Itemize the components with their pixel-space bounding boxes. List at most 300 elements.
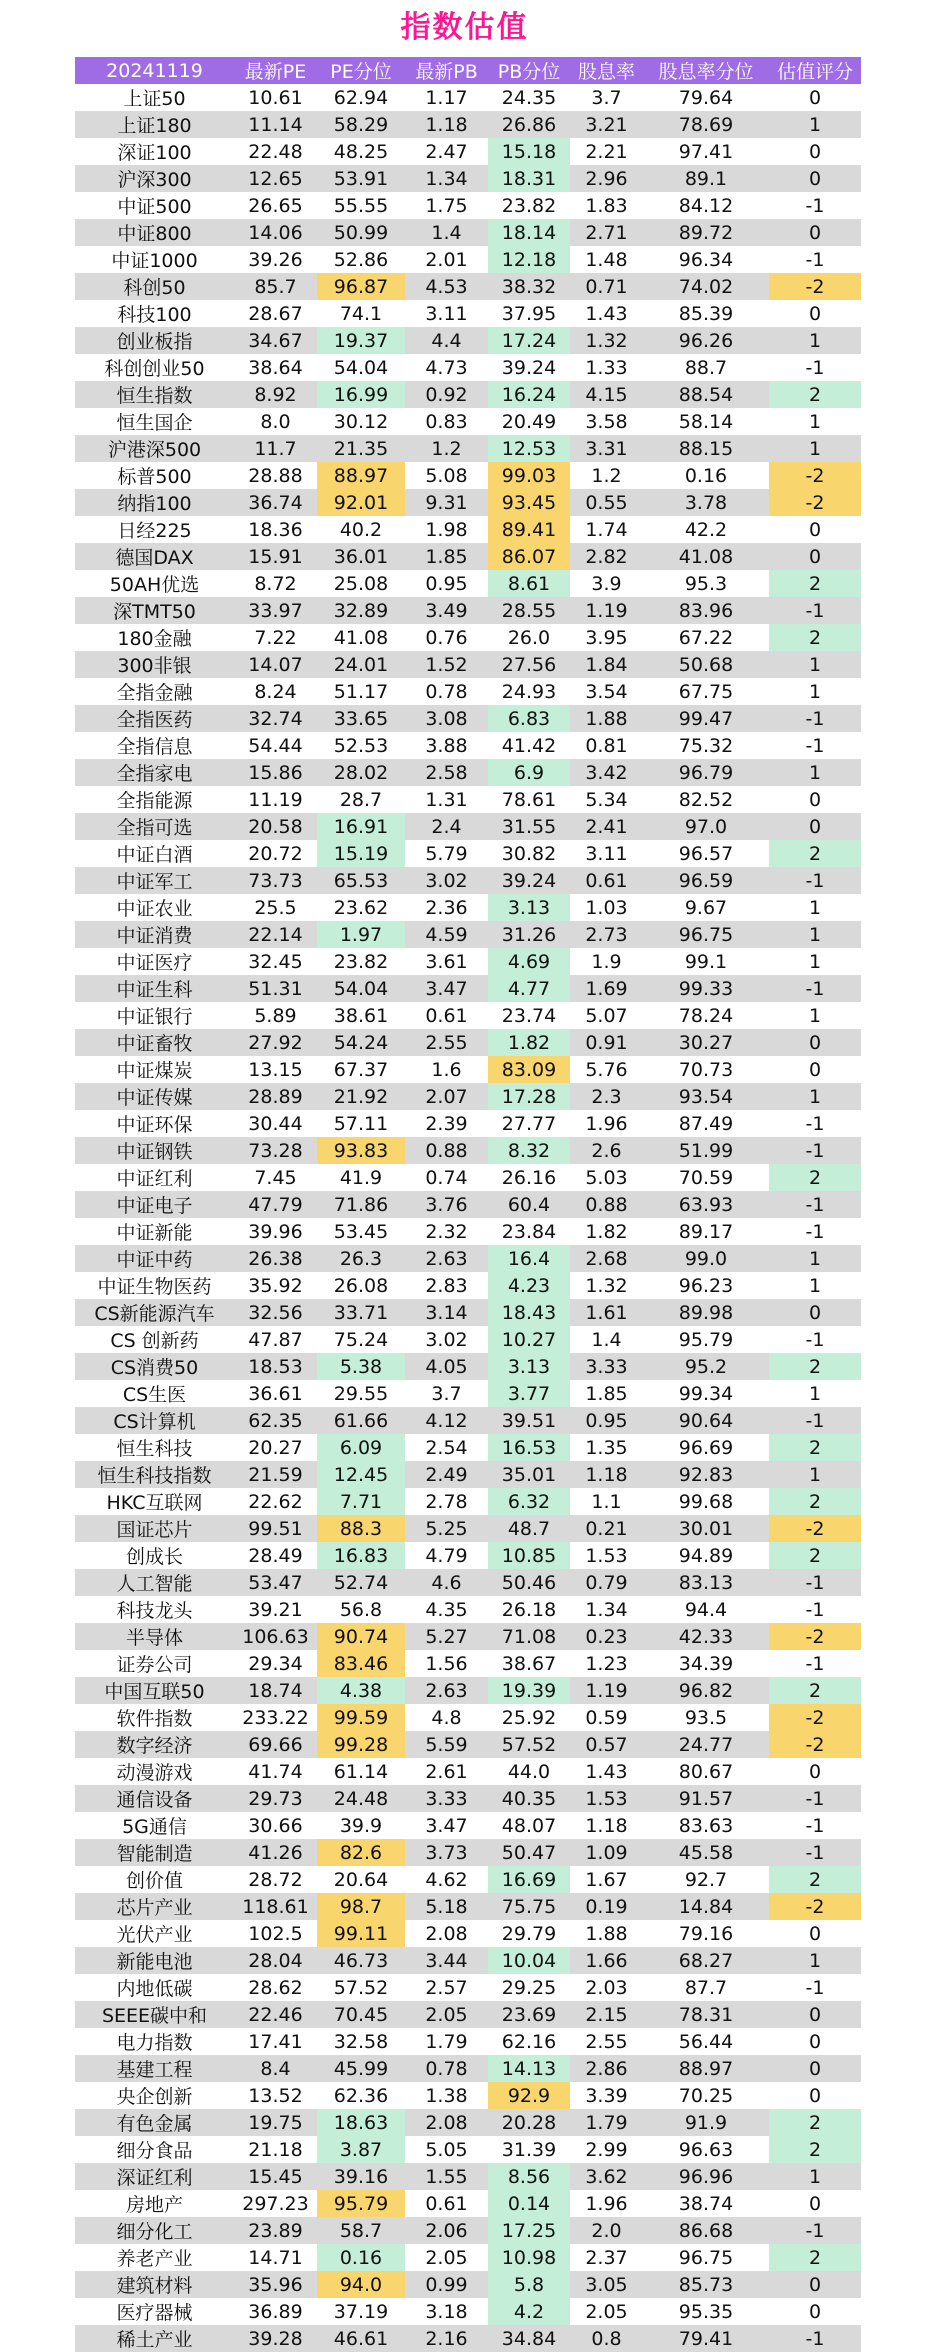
table-row (75, 2298, 861, 2325)
valuation-score-cell: -1 (769, 732, 861, 759)
table-row (75, 1488, 861, 1515)
index-name-cell: 中证生科 (75, 975, 234, 1002)
index-name-cell: 科技龙头 (75, 1596, 234, 1623)
pb-percentile-cell: 27.56 (488, 651, 570, 678)
dividend-yield-cell: 1.96 (570, 1110, 643, 1137)
latest-pe-cell: 15.86 (234, 759, 317, 786)
dividend-percentile-cell: 38.74 (643, 2190, 769, 2217)
pe-percentile-cell: 92.01 (317, 489, 405, 516)
pb-percentile-cell: 23.84 (488, 1218, 570, 1245)
latest-pb-cell: 2.05 (405, 2001, 488, 2028)
latest-pe-cell: 25.5 (234, 894, 317, 921)
latest-pb-cell: 1.55 (405, 2163, 488, 2190)
table-row (75, 1785, 861, 1812)
dividend-yield-cell: 0.91 (570, 1029, 643, 1056)
latest-pb-cell: 0.61 (405, 1002, 488, 1029)
valuation-score-cell: -1 (769, 246, 861, 273)
pe-percentile-cell: 48.25 (317, 138, 405, 165)
dividend-yield-cell: 1.19 (570, 1677, 643, 1704)
index-name-cell: 科技100 (75, 300, 234, 327)
pb-percentile-cell: 15.18 (488, 138, 570, 165)
table-row (75, 2001, 861, 2028)
pe-percentile-cell: 12.45 (317, 1461, 405, 1488)
dividend-percentile-cell: 91.9 (643, 2109, 769, 2136)
dividend-percentile-cell: 96.26 (643, 327, 769, 354)
latest-pe-cell: 21.59 (234, 1461, 317, 1488)
valuation-score-cell: 1 (769, 2163, 861, 2190)
latest-pb-cell: 3.18 (405, 2298, 488, 2325)
valuation-score-cell: -2 (769, 1893, 861, 1920)
index-name-cell: 软件指数 (75, 1704, 234, 1731)
latest-pe-cell: 8.92 (234, 381, 317, 408)
latest-pe-cell: 11.14 (234, 111, 317, 138)
dividend-percentile-cell: 97.41 (643, 138, 769, 165)
table-row (75, 1164, 861, 1191)
index-name-cell: 恒生国企 (75, 408, 234, 435)
valuation-score-cell: 0 (769, 1920, 861, 1947)
table-row (75, 84, 861, 111)
valuation-score-cell: 1 (769, 651, 861, 678)
dividend-yield-cell: 0.81 (570, 732, 643, 759)
table-row (75, 273, 861, 300)
index-name-cell: 中证煤炭 (75, 1056, 234, 1083)
latest-pe-cell: 297.23 (234, 2190, 317, 2217)
header-pe-percentile: PE分位 (317, 57, 405, 84)
dividend-yield-cell: 3.05 (570, 2271, 643, 2298)
valuation-score-cell: -1 (769, 2217, 861, 2244)
pb-percentile-cell: 39.24 (488, 867, 570, 894)
latest-pe-cell: 26.38 (234, 1245, 317, 1272)
latest-pe-cell: 32.74 (234, 705, 317, 732)
dividend-yield-cell: 0.55 (570, 489, 643, 516)
pe-percentile-cell: 21.35 (317, 435, 405, 462)
table-row (75, 489, 861, 516)
table-row (75, 1299, 861, 1326)
pe-percentile-cell: 53.45 (317, 1218, 405, 1245)
pe-percentile-cell: 56.8 (317, 1596, 405, 1623)
table-row (75, 2244, 861, 2271)
header-pb-percentile: PB分位 (488, 57, 570, 84)
index-name-cell: CS消费50 (75, 1353, 234, 1380)
dividend-percentile-cell: 30.27 (643, 1029, 769, 1056)
table-row (75, 138, 861, 165)
latest-pe-cell: 39.28 (234, 2325, 317, 2352)
table-row (75, 2136, 861, 2163)
dividend-percentile-cell: 94.4 (643, 1596, 769, 1623)
header-dividend-yield: 股息率 (570, 57, 643, 84)
latest-pe-cell: 8.24 (234, 678, 317, 705)
latest-pe-cell: 28.67 (234, 300, 317, 327)
pb-percentile-cell: 86.07 (488, 543, 570, 570)
pe-percentile-cell: 58.7 (317, 2217, 405, 2244)
pe-percentile-cell: 53.91 (317, 165, 405, 192)
pb-percentile-cell: 30.82 (488, 840, 570, 867)
pe-percentile-cell: 40.2 (317, 516, 405, 543)
valuation-score-cell: -1 (769, 867, 861, 894)
latest-pe-cell: 39.26 (234, 246, 317, 273)
table-row (75, 948, 861, 975)
latest-pe-cell: 22.62 (234, 1488, 317, 1515)
pe-percentile-cell: 7.71 (317, 1488, 405, 1515)
pb-percentile-cell: 78.61 (488, 786, 570, 813)
latest-pe-cell: 8.72 (234, 570, 317, 597)
latest-pb-cell: 1.79 (405, 2028, 488, 2055)
latest-pb-cell: 1.56 (405, 1650, 488, 1677)
dividend-yield-cell: 1.35 (570, 1434, 643, 1461)
index-name-cell: CS生医 (75, 1380, 234, 1407)
valuation-score-cell: 2 (769, 2244, 861, 2271)
index-name-cell: 国证芯片 (75, 1515, 234, 1542)
pb-percentile-cell: 39.24 (488, 354, 570, 381)
latest-pb-cell: 3.08 (405, 705, 488, 732)
pb-percentile-cell: 12.53 (488, 435, 570, 462)
latest-pe-cell: 73.28 (234, 1137, 317, 1164)
dividend-yield-cell: 2.96 (570, 165, 643, 192)
dividend-percentile-cell: 70.73 (643, 1056, 769, 1083)
header-latest-pe: 最新PE (234, 57, 317, 84)
index-name-cell: 医疗器械 (75, 2298, 234, 2325)
latest-pe-cell: 29.34 (234, 1650, 317, 1677)
dividend-percentile-cell: 96.23 (643, 1272, 769, 1299)
latest-pb-cell: 3.14 (405, 1299, 488, 1326)
pe-percentile-cell: 24.48 (317, 1785, 405, 1812)
latest-pb-cell: 4.62 (405, 1866, 488, 1893)
latest-pe-cell: 15.91 (234, 543, 317, 570)
index-name-cell: 300非银 (75, 651, 234, 678)
index-name-cell: 动漫游戏 (75, 1758, 234, 1785)
dividend-percentile-cell: 85.73 (643, 2271, 769, 2298)
dividend-percentile-cell: 78.69 (643, 111, 769, 138)
table-row (75, 435, 861, 462)
dividend-yield-cell: 2.55 (570, 2028, 643, 2055)
index-name-cell: 中证钢铁 (75, 1137, 234, 1164)
pb-percentile-cell: 6.83 (488, 705, 570, 732)
latest-pb-cell: 5.25 (405, 1515, 488, 1542)
valuation-score-cell: 0 (769, 1029, 861, 1056)
dividend-percentile-cell: 95.2 (643, 1353, 769, 1380)
latest-pb-cell: 1.17 (405, 84, 488, 111)
pb-percentile-cell: 26.0 (488, 624, 570, 651)
index-name-cell: 全指可选 (75, 813, 234, 840)
latest-pb-cell: 0.99 (405, 2271, 488, 2298)
latest-pb-cell: 2.06 (405, 2217, 488, 2244)
table-row (75, 2028, 861, 2055)
index-name-cell: 中证银行 (75, 1002, 234, 1029)
table-row (75, 786, 861, 813)
dividend-percentile-cell: 94.89 (643, 1542, 769, 1569)
dividend-yield-cell: 0.59 (570, 1704, 643, 1731)
valuation-score-cell: -2 (769, 1704, 861, 1731)
latest-pe-cell: 17.41 (234, 2028, 317, 2055)
dividend-percentile-cell: 3.78 (643, 489, 769, 516)
dividend-percentile-cell: 97.0 (643, 813, 769, 840)
latest-pb-cell: 4.8 (405, 1704, 488, 1731)
dividend-yield-cell: 1.79 (570, 2109, 643, 2136)
latest-pe-cell: 8.0 (234, 408, 317, 435)
table-row (75, 1083, 861, 1110)
dividend-yield-cell: 1.34 (570, 1596, 643, 1623)
latest-pb-cell: 3.49 (405, 597, 488, 624)
pe-percentile-cell: 71.86 (317, 1191, 405, 1218)
table-row (75, 624, 861, 651)
table-row (75, 2055, 861, 2082)
index-name-cell: 中证生物医药 (75, 1272, 234, 1299)
pb-percentile-cell: 31.55 (488, 813, 570, 840)
dividend-yield-cell: 0.19 (570, 1893, 643, 1920)
pe-percentile-cell: 50.99 (317, 219, 405, 246)
index-name-cell: 房地产 (75, 2190, 234, 2217)
index-name-cell: 上证180 (75, 111, 234, 138)
latest-pe-cell: 99.51 (234, 1515, 317, 1542)
index-name-cell: 深TMT50 (75, 597, 234, 624)
latest-pb-cell: 2.05 (405, 2244, 488, 2271)
valuation-score-cell: 1 (769, 1947, 861, 1974)
latest-pb-cell: 4.53 (405, 273, 488, 300)
dividend-percentile-cell: 89.1 (643, 165, 769, 192)
pe-percentile-cell: 26.3 (317, 1245, 405, 1272)
latest-pb-cell: 0.78 (405, 678, 488, 705)
latest-pe-cell: 41.26 (234, 1839, 317, 1866)
pe-percentile-cell: 21.92 (317, 1083, 405, 1110)
pb-percentile-cell: 16.53 (488, 1434, 570, 1461)
pe-percentile-cell: 58.29 (317, 111, 405, 138)
latest-pb-cell: 2.36 (405, 894, 488, 921)
table-row (75, 2109, 861, 2136)
table-row (75, 975, 861, 1002)
valuation-score-cell: -1 (769, 975, 861, 1002)
dividend-yield-cell: 0.95 (570, 1407, 643, 1434)
valuation-score-cell: -2 (769, 462, 861, 489)
index-name-cell: 全指金融 (75, 678, 234, 705)
pe-percentile-cell: 82.6 (317, 1839, 405, 1866)
dividend-yield-cell: 2.3 (570, 1083, 643, 1110)
latest-pe-cell: 28.72 (234, 1866, 317, 1893)
pb-percentile-cell: 4.23 (488, 1272, 570, 1299)
dividend-percentile-cell: 99.0 (643, 1245, 769, 1272)
pb-percentile-cell: 50.47 (488, 1839, 570, 1866)
pe-percentile-cell: 38.61 (317, 1002, 405, 1029)
table-row (75, 1758, 861, 1785)
dividend-yield-cell: 2.71 (570, 219, 643, 246)
index-name-cell: 恒生科技 (75, 1434, 234, 1461)
table-row (75, 1974, 861, 2001)
table-row (75, 1677, 861, 1704)
table-row (75, 1461, 861, 1488)
latest-pe-cell: 20.27 (234, 1434, 317, 1461)
pb-percentile-cell: 10.98 (488, 2244, 570, 2271)
index-name-cell: 通信设备 (75, 1785, 234, 1812)
valuation-score-cell: -1 (769, 1785, 861, 1812)
latest-pb-cell: 2.61 (405, 1758, 488, 1785)
pb-percentile-cell: 5.8 (488, 2271, 570, 2298)
table-row (75, 867, 861, 894)
valuation-score-cell: 1 (769, 1380, 861, 1407)
table-row (75, 2217, 861, 2244)
index-name-cell: 沪深300 (75, 165, 234, 192)
valuation-score-cell: -1 (769, 1407, 861, 1434)
pe-percentile-cell: 54.04 (317, 354, 405, 381)
index-name-cell: 光伏产业 (75, 1920, 234, 1947)
pe-percentile-cell: 36.01 (317, 543, 405, 570)
pb-percentile-cell: 23.74 (488, 1002, 570, 1029)
dividend-yield-cell: 1.43 (570, 300, 643, 327)
dividend-percentile-cell: 99.47 (643, 705, 769, 732)
dividend-percentile-cell: 85.39 (643, 300, 769, 327)
dividend-percentile-cell: 42.33 (643, 1623, 769, 1650)
valuation-score-cell: 1 (769, 1461, 861, 1488)
dividend-percentile-cell: 67.75 (643, 678, 769, 705)
dividend-percentile-cell: 89.98 (643, 1299, 769, 1326)
dividend-percentile-cell: 96.34 (643, 246, 769, 273)
index-name-cell: 中证军工 (75, 867, 234, 894)
dividend-percentile-cell: 96.57 (643, 840, 769, 867)
valuation-score-cell: 2 (769, 1542, 861, 1569)
dividend-percentile-cell: 68.27 (643, 1947, 769, 1974)
latest-pe-cell: 106.63 (234, 1623, 317, 1650)
latest-pb-cell: 2.63 (405, 1677, 488, 1704)
table-row (75, 1515, 861, 1542)
pe-percentile-cell: 32.89 (317, 597, 405, 624)
table-row (75, 570, 861, 597)
valuation-score-cell: 0 (769, 84, 861, 111)
pe-percentile-cell: 6.09 (317, 1434, 405, 1461)
dividend-yield-cell: 1.53 (570, 1542, 643, 1569)
latest-pe-cell: 34.67 (234, 327, 317, 354)
latest-pb-cell: 1.4 (405, 219, 488, 246)
dividend-percentile-cell: 88.54 (643, 381, 769, 408)
index-name-cell: 细分食品 (75, 2136, 234, 2163)
latest-pe-cell: 35.96 (234, 2271, 317, 2298)
pb-percentile-cell: 0.14 (488, 2190, 570, 2217)
table-header-row (75, 57, 861, 84)
latest-pe-cell: 18.53 (234, 1353, 317, 1380)
index-name-cell: 标普500 (75, 462, 234, 489)
pb-percentile-cell: 12.18 (488, 246, 570, 273)
dividend-percentile-cell: 41.08 (643, 543, 769, 570)
dividend-yield-cell: 2.37 (570, 2244, 643, 2271)
table-row (75, 354, 861, 381)
dividend-percentile-cell: 75.32 (643, 732, 769, 759)
dividend-percentile-cell: 80.67 (643, 1758, 769, 1785)
latest-pb-cell: 4.35 (405, 1596, 488, 1623)
latest-pb-cell: 0.95 (405, 570, 488, 597)
index-name-cell: 恒生科技指数 (75, 1461, 234, 1488)
pb-percentile-cell: 62.16 (488, 2028, 570, 2055)
valuation-score-cell: -1 (769, 1191, 861, 1218)
dividend-percentile-cell: 96.69 (643, 1434, 769, 1461)
pb-percentile-cell: 16.4 (488, 1245, 570, 1272)
pe-percentile-cell: 15.19 (317, 840, 405, 867)
pe-percentile-cell: 20.64 (317, 1866, 405, 1893)
pb-percentile-cell: 38.32 (488, 273, 570, 300)
latest-pb-cell: 3.47 (405, 975, 488, 1002)
dividend-yield-cell: 2.41 (570, 813, 643, 840)
table-row (75, 1326, 861, 1353)
valuation-score-cell: -2 (769, 1515, 861, 1542)
index-name-cell: 中证环保 (75, 1110, 234, 1137)
table-row (75, 192, 861, 219)
pb-percentile-cell: 4.77 (488, 975, 570, 1002)
valuation-score-cell: 1 (769, 948, 861, 975)
dividend-percentile-cell: 96.59 (643, 867, 769, 894)
pb-percentile-cell: 18.43 (488, 1299, 570, 1326)
pe-percentile-cell: 39.9 (317, 1812, 405, 1839)
dividend-yield-cell: 3.42 (570, 759, 643, 786)
valuation-score-cell: -1 (769, 1137, 861, 1164)
dividend-yield-cell: 3.62 (570, 2163, 643, 2190)
latest-pb-cell: 0.78 (405, 2055, 488, 2082)
pe-percentile-cell: 4.38 (317, 1677, 405, 1704)
dividend-percentile-cell: 95.35 (643, 2298, 769, 2325)
pb-percentile-cell: 99.03 (488, 462, 570, 489)
dividend-percentile-cell: 95.79 (643, 1326, 769, 1353)
latest-pb-cell: 5.79 (405, 840, 488, 867)
index-name-cell: 人工智能 (75, 1569, 234, 1596)
valuation-score-cell: 0 (769, 219, 861, 246)
dividend-yield-cell: 1.4 (570, 1326, 643, 1353)
pe-percentile-cell: 46.73 (317, 1947, 405, 1974)
pb-percentile-cell: 50.46 (488, 1569, 570, 1596)
latest-pb-cell: 2.39 (405, 1110, 488, 1137)
latest-pe-cell: 21.18 (234, 2136, 317, 2163)
latest-pb-cell: 3.61 (405, 948, 488, 975)
dividend-percentile-cell: 78.24 (643, 1002, 769, 1029)
valuation-score-cell: -2 (769, 1731, 861, 1758)
dividend-percentile-cell: 88.15 (643, 435, 769, 462)
valuation-score-cell: 2 (769, 1866, 861, 1893)
pb-percentile-cell: 31.39 (488, 2136, 570, 2163)
latest-pe-cell: 11.7 (234, 435, 317, 462)
latest-pb-cell: 2.47 (405, 138, 488, 165)
valuation-score-cell: 1 (769, 678, 861, 705)
dividend-yield-cell: 2.03 (570, 1974, 643, 2001)
valuation-score-cell: 0 (769, 2082, 861, 2109)
table-row (75, 516, 861, 543)
table-row (75, 1029, 861, 1056)
dividend-percentile-cell: 79.16 (643, 1920, 769, 1947)
dividend-percentile-cell: 70.59 (643, 1164, 769, 1191)
dividend-yield-cell: 0.88 (570, 1191, 643, 1218)
latest-pb-cell: 0.83 (405, 408, 488, 435)
dividend-percentile-cell: 34.39 (643, 1650, 769, 1677)
index-name-cell: 日经225 (75, 516, 234, 543)
header-latest-pb: 最新PB (405, 57, 488, 84)
pe-percentile-cell: 99.11 (317, 1920, 405, 1947)
index-name-cell: 全指医药 (75, 705, 234, 732)
valuation-score-cell: 1 (769, 921, 861, 948)
table-row (75, 1650, 861, 1677)
latest-pb-cell: 3.47 (405, 1812, 488, 1839)
dividend-percentile-cell: 88.97 (643, 2055, 769, 2082)
pe-percentile-cell: 62.36 (317, 2082, 405, 2109)
pb-percentile-cell: 26.86 (488, 111, 570, 138)
pb-percentile-cell: 17.25 (488, 2217, 570, 2244)
dividend-percentile-cell: 42.2 (643, 516, 769, 543)
dividend-yield-cell: 2.15 (570, 2001, 643, 2028)
dividend-yield-cell: 1.9 (570, 948, 643, 975)
valuation-score-cell: -1 (769, 1812, 861, 1839)
dividend-yield-cell: 3.21 (570, 111, 643, 138)
valuation-score-cell: 2 (769, 840, 861, 867)
valuation-score-cell: -1 (769, 1326, 861, 1353)
latest-pb-cell: 3.11 (405, 300, 488, 327)
latest-pb-cell: 3.88 (405, 732, 488, 759)
latest-pb-cell: 0.92 (405, 381, 488, 408)
table-row (75, 1245, 861, 1272)
table-row (75, 813, 861, 840)
pb-percentile-cell: 40.35 (488, 1785, 570, 1812)
latest-pe-cell: 7.22 (234, 624, 317, 651)
